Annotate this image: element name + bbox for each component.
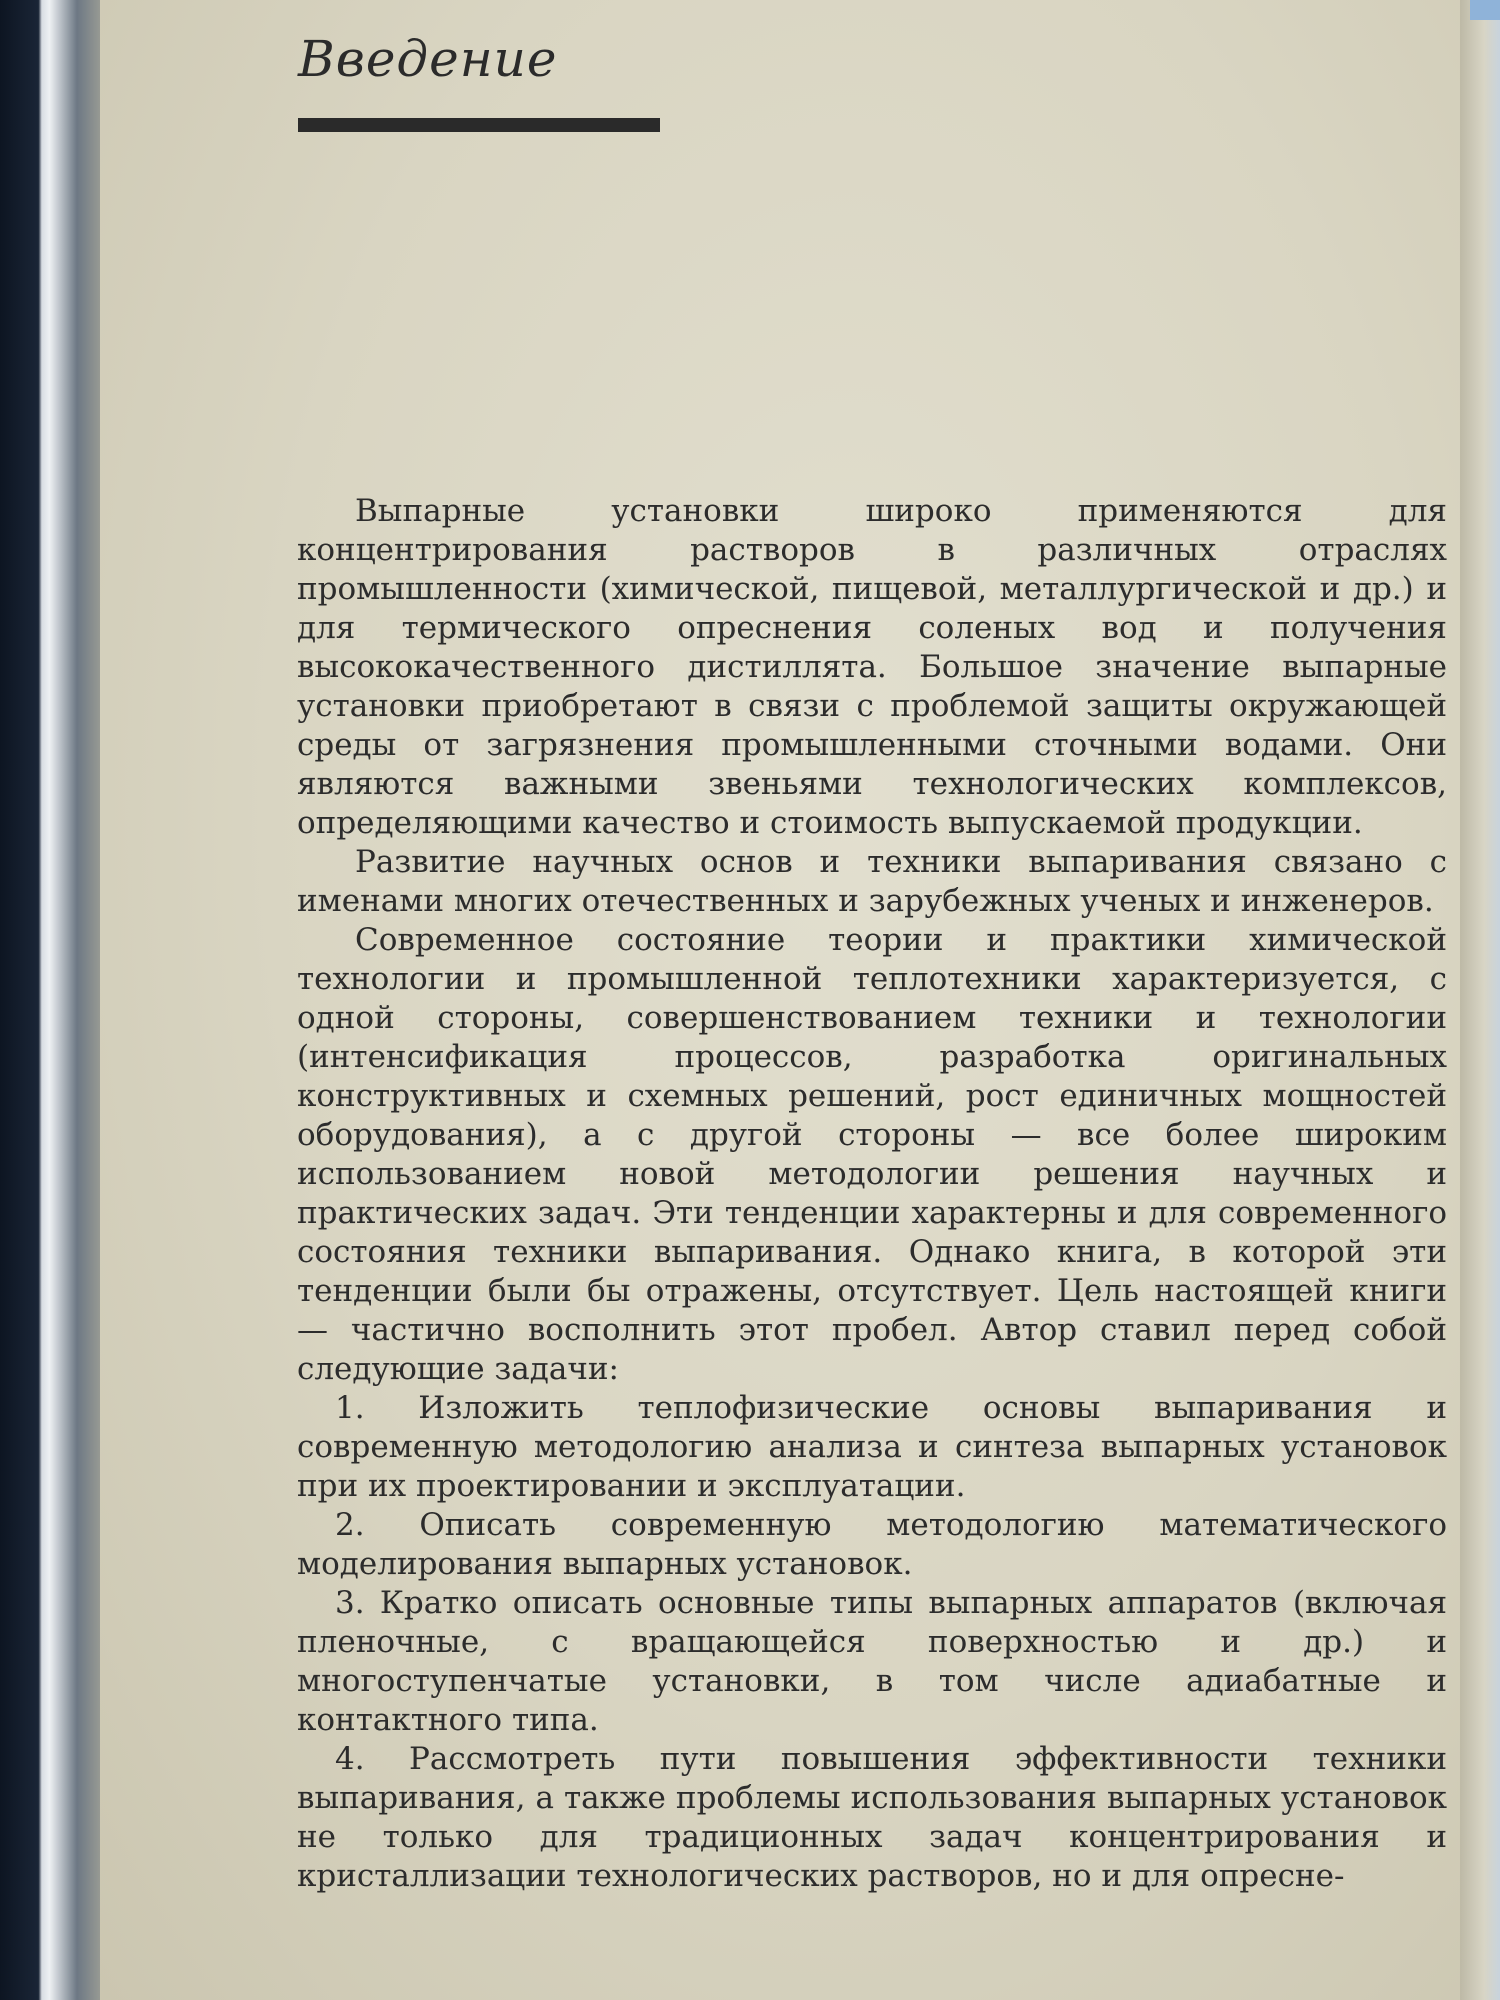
blue-tab	[1470, 0, 1500, 20]
book-cover-edge	[0, 0, 110, 2000]
adjacent-page-edge	[1460, 0, 1500, 2000]
paragraph: Развитие научных основ и техники выпаривания связано с именами многих отечественных и зарубежных ученых и инженеров.	[297, 844, 1447, 919]
body-text	[297, 492, 1447, 1896]
heading-rule	[298, 118, 660, 132]
list-item: 3. Кратко описать основные типы выпарных аппаратов (включая пленочные, с вращающейся поверхностью и др.) и многоступенчатые установки, в том числе адиабатные и контактного типа.	[297, 1585, 1447, 1738]
list-item: 4. Рассмотреть пути повышения эффективности техники выпаривания, а также проблемы использования выпарных установок не только для традиционных задач концентрирования и кристаллизации технологических растворов, но и для опресне-	[297, 1741, 1447, 1894]
book-page	[100, 0, 1462, 2000]
paragraph: Современное состояние теории и практики химической технологии и промышленной теплотехники характеризуется, с одной стороны, совершенствованием техники и технологии (интенсификация процессов, разработка оригинальных конструктивных и схемных решений, рост единичных мощностей оборудования), а с другой стороны — все более широким использованием новой методологии решения научных и практических задач. Эти тенденции характерны и для современного состояния техники выпаривания. Однако книга, в которой эти тенденции были бы отражены, отсутствует. Цель настоящей книги — частично восполнить этот пробел. Автор ставил перед собой следующие задачи:	[297, 922, 1447, 1387]
paragraph: Выпарные установки широко применяются для концентрирования растворов в различных отраслях промышленности (химической, пищевой, металлургической и др.) и для термического опреснения соленых вод и получения высококачественного дистиллята. Большое значение выпарные установки приобретают в связи с проблемой защиты окружающей среды от загрязнения промышленными сточными водами. Они являются важными звеньями технологических комплексов, определяющими качество и стоимость выпускаемой продукции.	[297, 493, 1447, 841]
list-item: 1. Изложить теплофизические основы выпаривания и современную методологию анализа и синтеза выпарных установок при их проектировании и эксплуатации.	[297, 1390, 1447, 1504]
page-heading: Введение	[298, 30, 558, 88]
list-item: 2. Описать современную методологию математического моделирования выпарных установок.	[297, 1507, 1447, 1582]
